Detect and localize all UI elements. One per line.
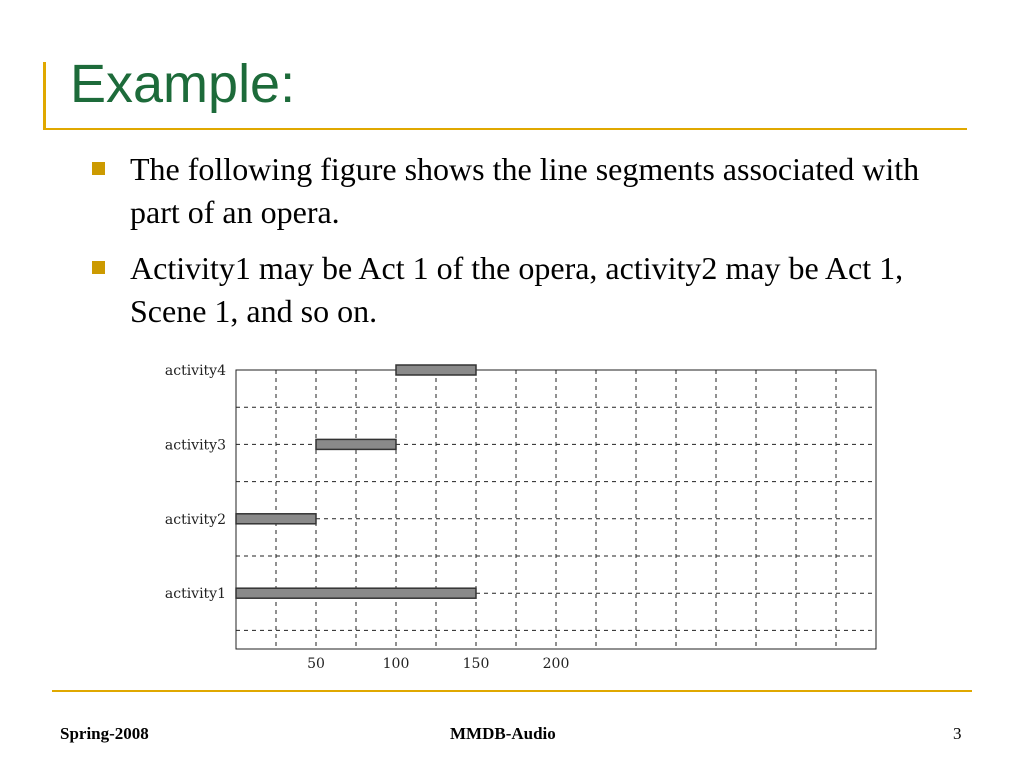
segments-chart <box>140 352 880 682</box>
x-tick-label: 150 <box>462 656 490 672</box>
page-number: 3 <box>953 724 962 743</box>
title-divider <box>43 128 967 130</box>
bullet-list <box>90 148 970 346</box>
footer-divider <box>52 690 972 692</box>
segment-bar <box>236 514 316 524</box>
bullet-item <box>90 247 970 333</box>
square-bullet-icon <box>92 261 105 274</box>
chart-grid <box>236 370 876 649</box>
square-bullet-icon <box>92 162 105 175</box>
slide-title: Example: <box>70 54 296 114</box>
x-tick-label: 100 <box>382 656 410 672</box>
bullet-text: The following figure shows the line segments associated with part of an opera. <box>130 151 920 230</box>
category-label: activity4 <box>164 363 226 379</box>
bullet-item <box>90 148 970 234</box>
footer-course: MMDB-Audio <box>450 724 556 743</box>
category-label: activity1 <box>164 586 226 603</box>
segment-bar <box>396 365 476 375</box>
segment-bar <box>316 439 396 449</box>
category-label: activity2 <box>164 511 226 528</box>
x-tick-label: 200 <box>542 656 570 672</box>
opera-segments-figure <box>140 352 880 687</box>
footer-date: Spring-2008 <box>60 724 149 743</box>
segment-bar <box>236 588 476 598</box>
bullet-text: Activity1 may be Act 1 of the opera, activity2 may be Act 1, Scene 1, and so on. <box>130 250 904 329</box>
title-accent-bar <box>43 62 46 130</box>
x-tick-label: 50 <box>307 656 325 672</box>
category-label: activity3 <box>164 437 226 454</box>
chart-labels <box>165 363 569 672</box>
